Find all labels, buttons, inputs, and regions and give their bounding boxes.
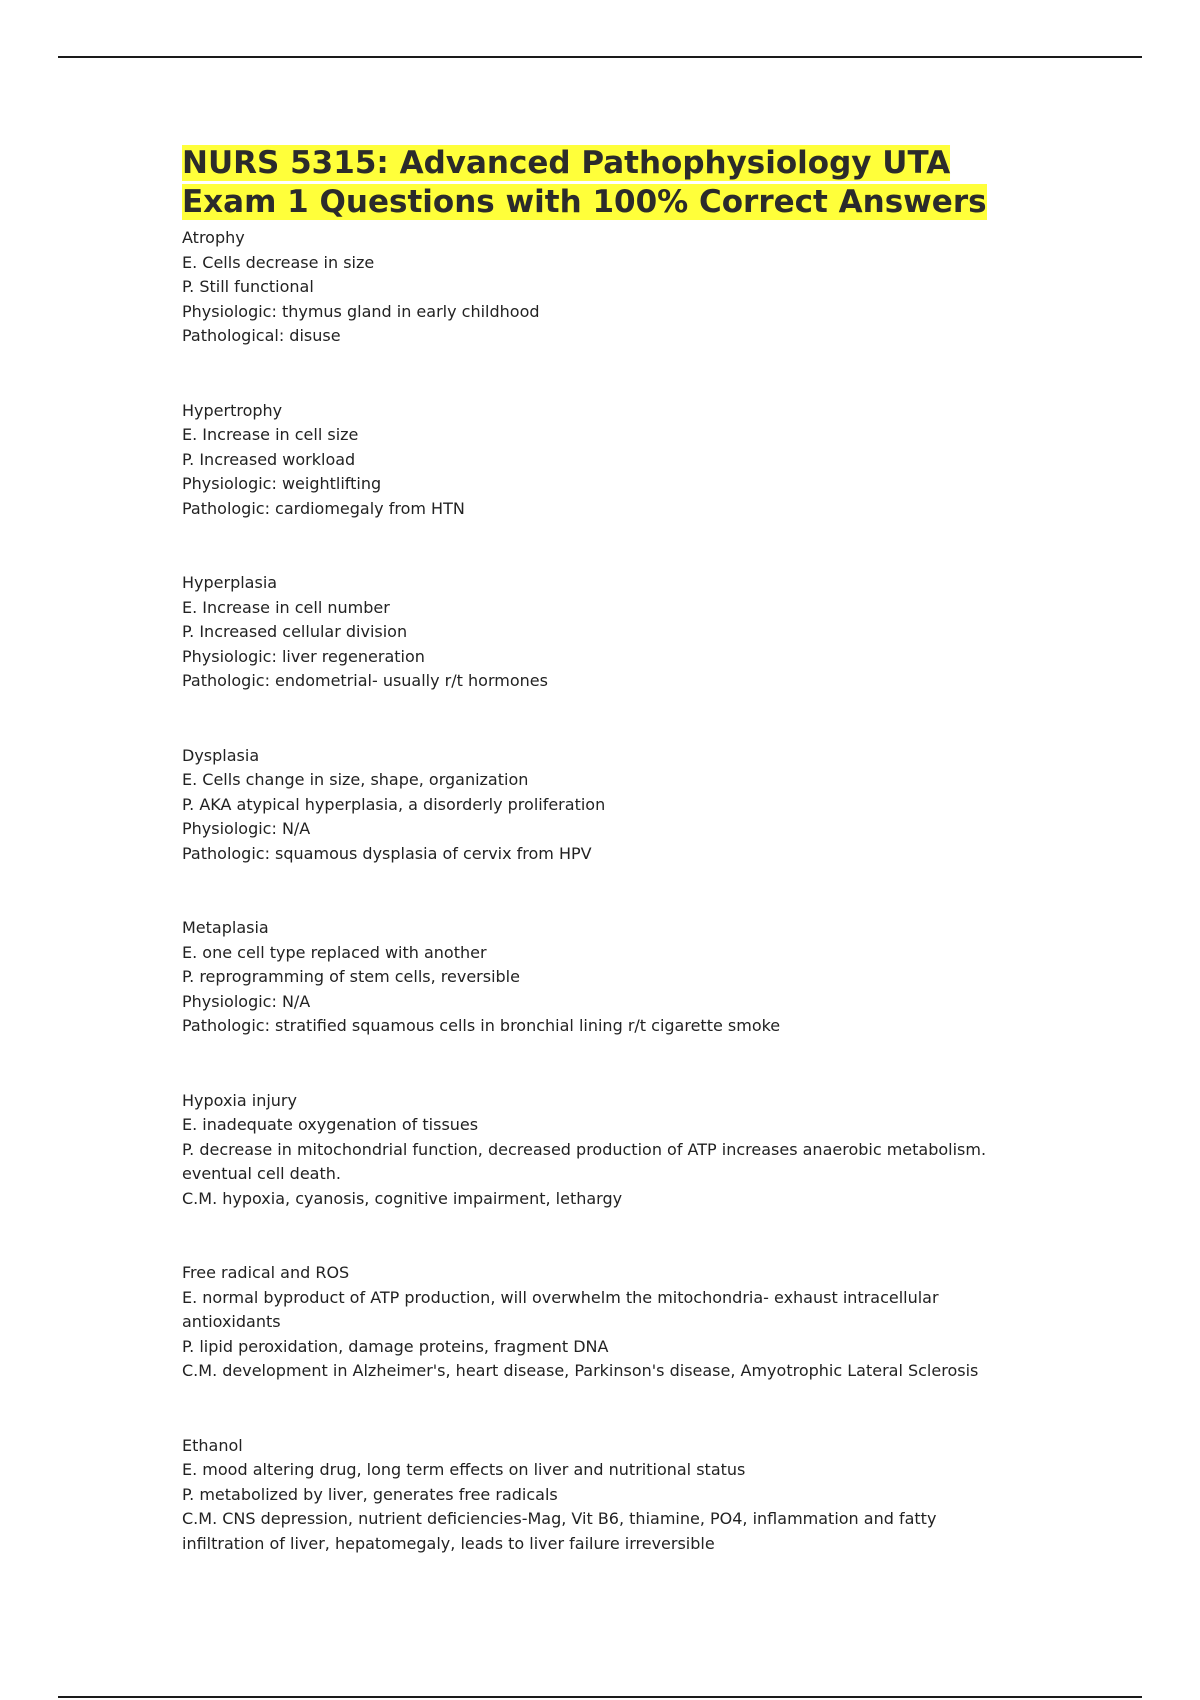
entry-hypertrophy [182,399,1082,522]
entry-line: Pathologic: stratified squamous cells in bronchial lining r/t cigarette smoke [182,1016,781,1035]
entry-term: Free radical and ROS [182,1263,350,1282]
entry-line: E. normal byproduct of ATP production, will overwhelm the mitochondria- exhaust intracellular [182,1287,939,1307]
entry-line: E. Cells change in size, shape, organization [182,770,529,789]
entry-term: Dysplasia [182,745,260,765]
entry-line: P. AKA atypical hyperplasia, a disorderly proliferation [182,794,606,814]
entry-term: Hypoxia injury [182,1090,297,1110]
entry-line: C.M. CNS depression, nutrient deficiencies-Mag, Vit B6, thiamine, PO4, inflammation and fatty [182,1509,937,1528]
entry-line: Physiologic: thymus gland in early childhood [182,301,540,321]
top-rule [58,56,1142,58]
entry-hyperplasia [182,571,1082,694]
entry-line: Physiologic: N/A [182,819,311,838]
entry-line: P. Increased workload [182,449,356,469]
entry-line: C.M. development in Alzheimer's, heart disease, Parkinson's disease, Amyotrophic Lateral Sclerosis [182,1361,979,1380]
entry-line: E. Increase in cell number [182,597,390,617]
entry-line: E. Increase in cell size [182,425,359,444]
entry-line: C.M. hypoxia, cyanosis, cognitive impairment, lethargy [182,1188,623,1208]
entry-atrophy [182,226,1082,349]
entry-line: eventual cell death. [182,1164,341,1183]
entry-line: P. Still functional [182,277,314,296]
entry-free-radical-ros [182,1261,1082,1384]
entry-line: E. mood altering drug, long term effects on liver and nutritional status [182,1460,746,1479]
document-body [182,144,1082,1606]
entry-line: E. Cells decrease in size [182,252,375,272]
entry-line: Physiologic: N/A [182,991,311,1011]
entry-line: Pathologic: endometrial- usually r/t hormones [182,671,548,690]
entry-line: P. decrease in mitochondrial function, decreased production of ATP increases anaerobic metabolism. [182,1139,987,1159]
entry-hypoxia-injury [182,1089,1082,1212]
bottom-rule [58,1696,1142,1698]
entry-ethanol [182,1434,1082,1557]
entry-line: Physiologic: weightlifting [182,474,382,493]
entry-line: E. inadequate oxygenation of tissues [182,1115,479,1134]
entry-term: Hypertrophy [182,400,283,420]
entry-line: E. one cell type replaced with another [182,942,487,962]
title-line-1: NURS 5315: Advanced Pathophysiology UTA [182,145,951,181]
entry-line: Physiologic: liver regeneration [182,646,425,666]
entry-line: P. metabolized by liver, generates free radicals [182,1484,558,1504]
entry-term: Ethanol [182,1435,243,1455]
entry-line: Pathologic: squamous dysplasia of cervix from HPV [182,843,592,863]
entry-line: Pathological: disuse [182,326,341,345]
entry-line: Pathologic: cardiomegaly from HTN [182,498,465,518]
entry-line: P. reprogramming of stem cells, reversible [182,967,520,986]
entry-dysplasia [182,744,1082,867]
entry-line: P. Increased cellular division [182,622,408,641]
title-line-2: Exam 1 Questions with 100% Correct Answers [182,184,987,220]
entry-line: P. lipid peroxidation, damage proteins, fragment DNA [182,1336,609,1356]
entry-term: Atrophy [182,228,245,247]
entry-line: antioxidants [182,1312,281,1331]
entry-term: Metaplasia [182,918,269,937]
entry-metaplasia [182,916,1082,1039]
entry-line: infiltration of liver, hepatomegaly, leads to liver failure irreversible [182,1533,715,1553]
document-title [182,144,1082,222]
entry-term: Hyperplasia [182,573,278,592]
